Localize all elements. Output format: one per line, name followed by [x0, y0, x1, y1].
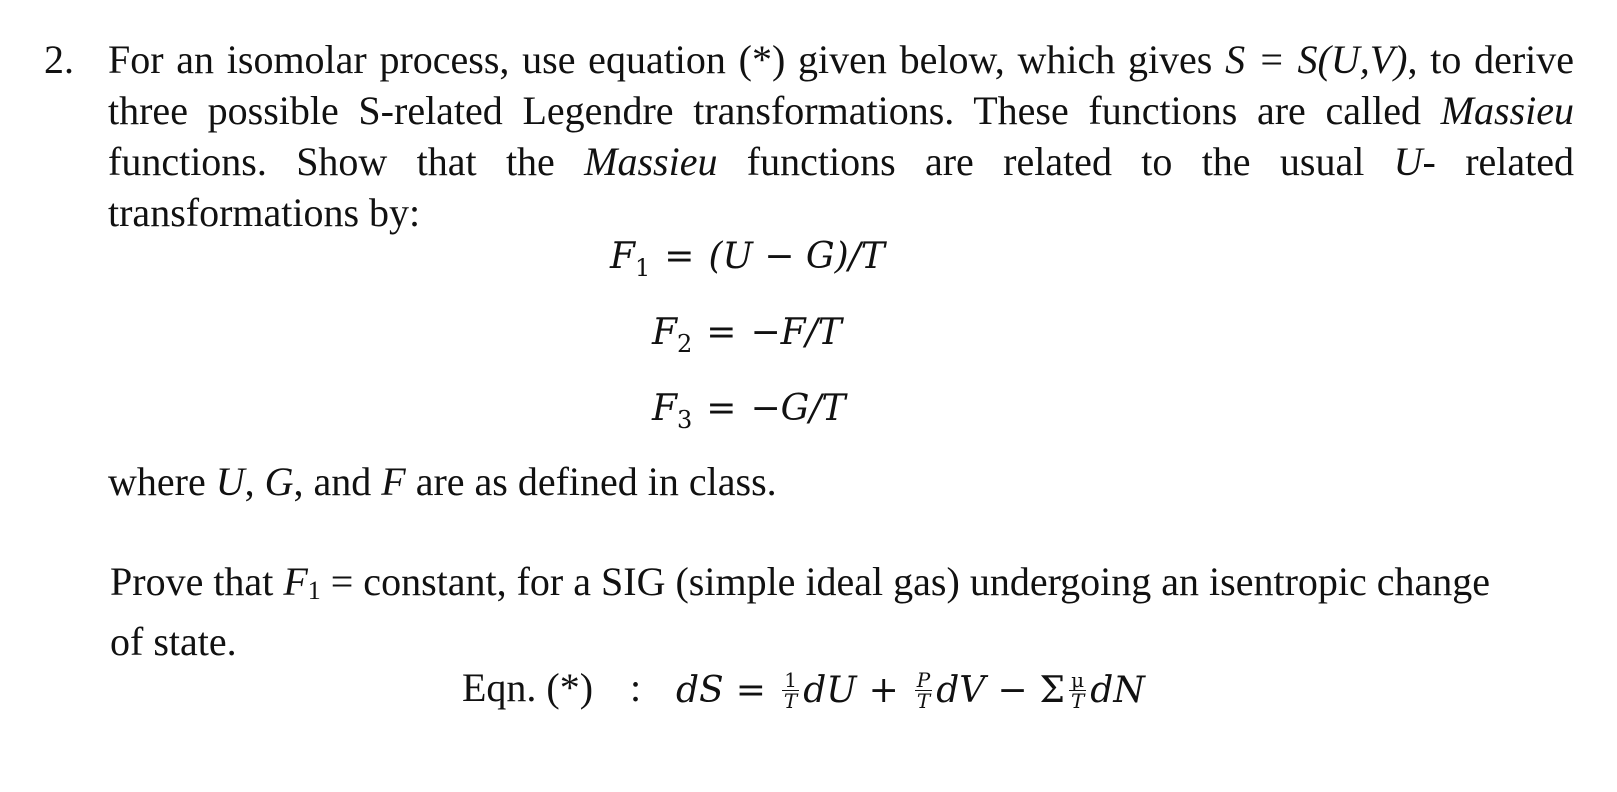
massieu-term: Massieu — [584, 139, 718, 184]
equation-f2: $F_2 = -F/T$ — [652, 312, 842, 358]
equation-label: Eqn. (*) — [462, 665, 594, 710]
fraction: $\frac{1}{T}$ — [783, 667, 798, 713]
where-line: where U, G, and F are as defined in class. — [108, 459, 777, 504]
massieu-term: Massieu — [1440, 88, 1574, 133]
fraction: $\frac{P}{T}$ — [916, 667, 931, 713]
entropy-differential: dS = $\frac{1}{T}$ dU + $\frac{P}{T}$ dV − Σ $\frac{\mu}{T}$ dN — [676, 667, 1145, 713]
fraction: $\frac{\mu}{T}$ — [1070, 667, 1085, 713]
equation-f3: $F_3 = -G/T$ — [652, 388, 846, 434]
prove-statement: Prove that $F_1$ = constant, for a SIG (simple ideal gas) undergoing an isentropic change of state. — [110, 559, 1491, 664]
equation-f1: $F_1 = (U - G)/T$ — [610, 236, 885, 282]
s-function: S = S(U,V) — [1225, 37, 1408, 82]
problem-number: 2. — [44, 37, 74, 82]
problem-statement: For an isomolar process, use equation (*) given below, which gives S = S(U,V), to derive three possible S-related Legendre transformations. These functions are called Massieu functions. Show that the Massieu functions are related to the usual U- related transformations by: — [108, 37, 1575, 235]
